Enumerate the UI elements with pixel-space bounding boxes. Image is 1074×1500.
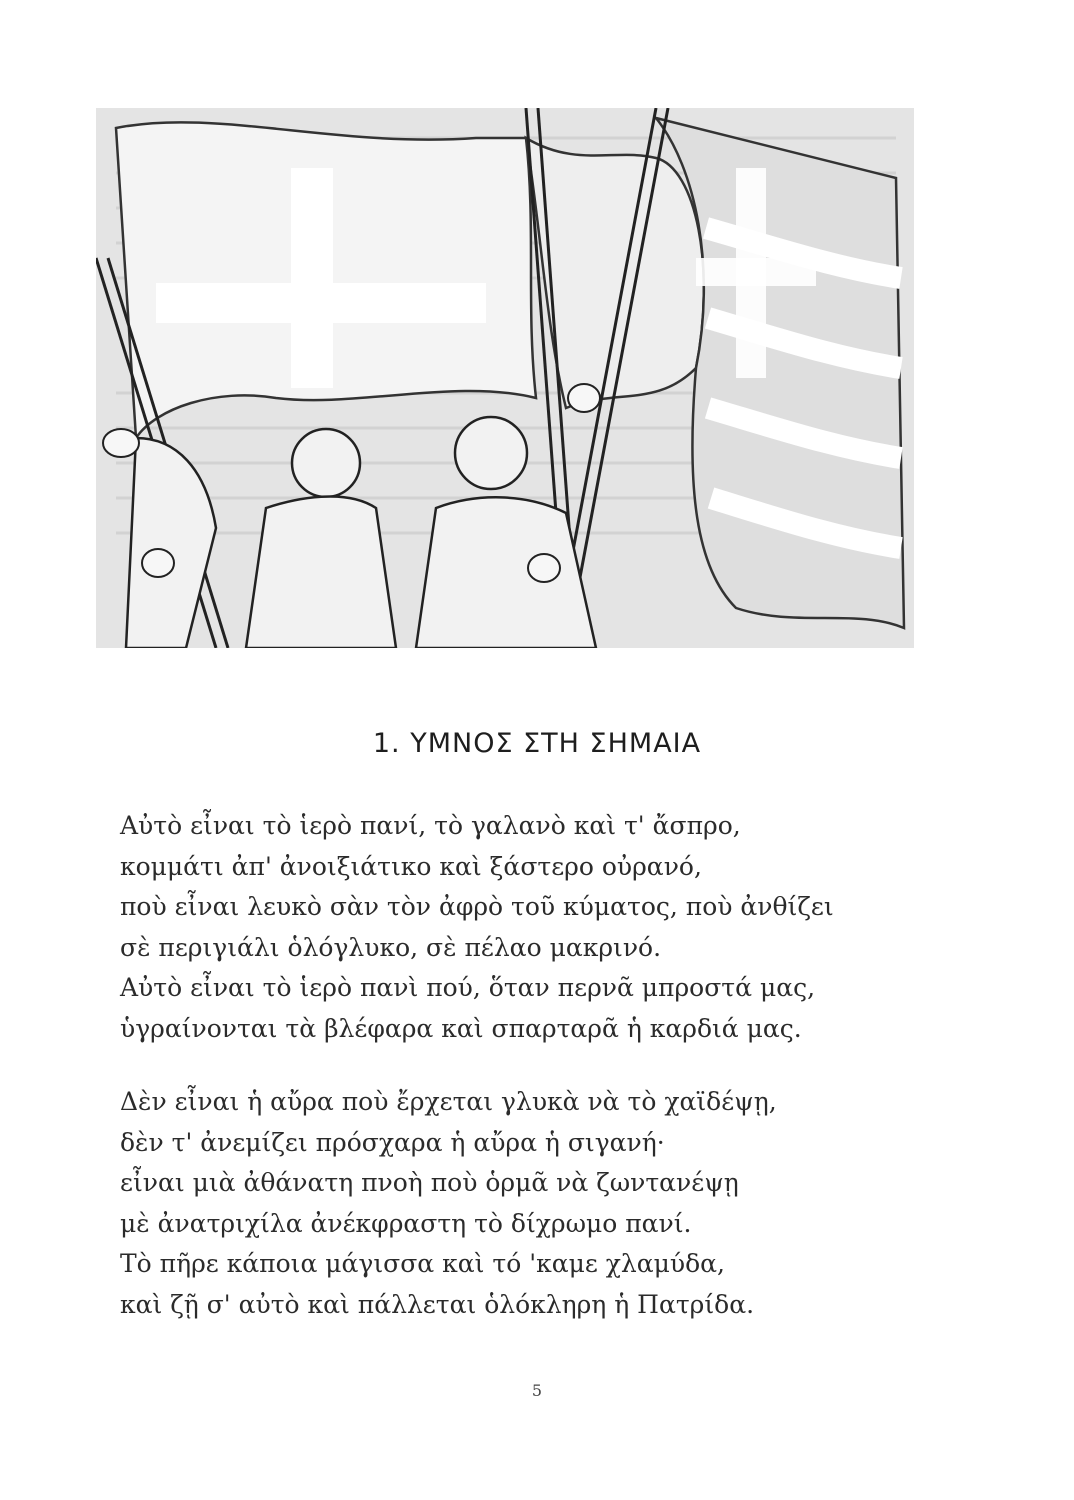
poem-line: καὶ ζῇ σ' αὐτὸ καὶ πάλλεται ὁλόκληρη ἡ Πατρίδα. [120,1289,755,1319]
poem-line: σὲ περιγιάλι ὁλόγλυκο, σὲ πέλαο μακρινό. [120,932,662,962]
stanza-2 [120,1082,940,1325]
poem-line: εἶναι μιὰ ἀθάνατη πνοὴ ποὺ ὁρμᾶ νὰ ζωντανέψῃ [120,1168,739,1197]
flags-and-boys-illustration-icon [96,108,914,648]
poem-line: ὑγραίνονται τὰ βλέφαρα καὶ σπαρταρᾶ ἡ καρδιά μας. [120,1013,802,1043]
poem-line: κομμάτι ἀπ' ἀνοιξιάτικο καὶ ξάστερο οὐρανό, [120,851,702,881]
illustration [96,108,914,648]
poem-line: Αὐτὸ εἶναι τὸ ἱερὸ πανί, τὸ γαλανὸ καὶ τ' ἄσπρο, [120,811,741,840]
poem-line: δὲν τ' ἀνεμίζει πρόσχαρα ἡ αὔρα ἡ σιγανή· [120,1127,665,1157]
poem-title: 1. ΥΜΝΟΣ ΣΤΗ ΣΗΜΑΙΑ [372,728,702,759]
poem-line: Τὸ πῆρε κάποια μάγισσα καὶ τό 'καμε χλαμύδα, [120,1249,725,1278]
poem-line: ποὺ εἶναι λευκὸ σὰν τὸν ἀφρὸ τοῦ κύματος, ποὺ ἀνθίζει [120,892,834,921]
stanza-1 [120,806,940,1049]
poem-line: Αὐτὸ εἶναι τὸ ἱερὸ πανὶ πού, ὅταν περνᾶ μπροστά μας, [120,973,816,1002]
poem-line: μὲ ἀνατριχίλα ἀνέκφραστη τὸ δίχρωμο πανί. [120,1208,692,1238]
poem-line: Δὲν εἶναι ἡ αὔρα ποὺ ἔρχεται γλυκὰ νὰ τὸ χαϊδέψῃ, [120,1087,777,1116]
page-number: 5 [531,1381,543,1400]
